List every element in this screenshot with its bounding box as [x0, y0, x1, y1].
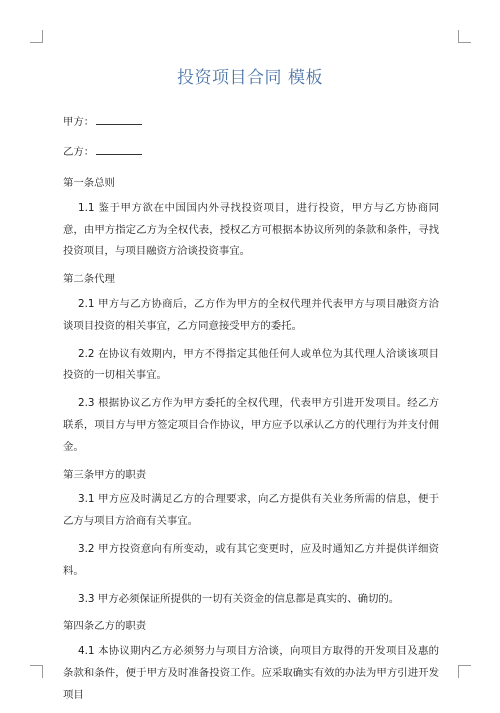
party-a-line — [63, 112, 439, 134]
clause-paragraph: 2.3 根据协议乙方作为甲方委托的全权代理，代表甲方引进开发项目。经乙方联系，项目方与甲方签定项目合作协议，甲方应予以承认乙方的代理行为并支付佣金。 — [63, 397, 439, 453]
section-heading: 第二条代理 — [63, 273, 115, 286]
clause-paragraph: 3.1 甲方应及时满足乙方的合理要求，向乙方提供有关业务所需的信息，便于乙方与项目方洽商有关事宜。 — [63, 493, 439, 528]
party-a-blank[interactable] — [96, 113, 142, 125]
document-body — [63, 112, 439, 713]
section-heading: 第三条甲方的职责 — [63, 468, 147, 481]
crop-mark-bottom-right — [458, 665, 471, 678]
clause-paragraph: 2.2 在协议有效期内，甲方不得指定其他任何人或单位为其代理人洽谈该项目投资的一切相关事宜。 — [63, 347, 439, 382]
party-b-blank[interactable] — [96, 143, 142, 155]
clause-paragraph: 1.1 鉴于甲方欲在中国国内外寻找投资项目，进行投资，甲方与乙方协商同意，由甲方指定乙方为全权代表，授权乙方可根据本协议所列的条款和条件，寻找投资项目，与项目融资方洽谈投资事宜。 — [63, 201, 439, 258]
clause-paragraph: 3.2 甲方投资意向有所变动，或有其它变更时，应及时通知乙方并提供详细资料。 — [63, 542, 439, 577]
crop-mark-top-right — [458, 30, 471, 43]
party-b-label: 乙方： — [63, 146, 95, 159]
crop-mark-top-left — [30, 30, 43, 43]
party-a-label: 甲方： — [63, 116, 95, 128]
document-title: 投资项目合同 模板 — [177, 68, 323, 88]
crop-mark-bottom-left — [30, 665, 43, 678]
party-b-line — [63, 142, 439, 164]
clause-paragraph: 4.1 本协议期内乙方必须努力与项目方洽谈，向项目方取得的开发项目及惠的条款和条件，便于甲方及时准备投资工作。应采取确实有效的办法为甲方引进开发项目 — [63, 645, 439, 701]
clause-paragraph: 3.3 甲方必须保证所提供的一切有关资金的信息都是真实的、确切的。 — [78, 592, 400, 605]
section-heading: 第一条总则 — [63, 176, 115, 189]
clause-paragraph: 2.1 甲方与乙方协商后，乙方作为甲方的全权代理并代表甲方与项目融资方洽谈项目投资的相关事宜，乙方同意接受甲方的委托。 — [63, 297, 439, 332]
section-heading: 第四条乙方的职责 — [63, 620, 147, 633]
